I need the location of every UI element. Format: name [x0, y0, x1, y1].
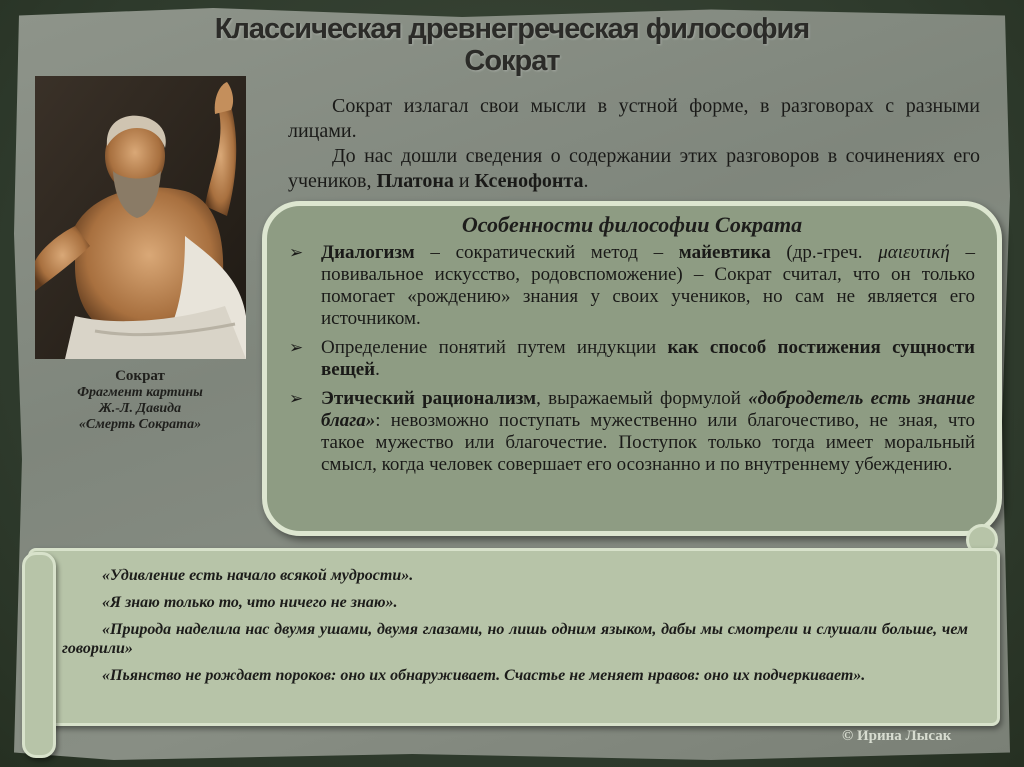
feature-ethical-rationalism [289, 388, 975, 476]
dialogism-text-c: – повивальное искусство, родовспоможение) – Сократ считал, что он только помогает «рождению» знания у своих учеников, но сам не является его источником. [321, 242, 975, 329]
rationalism-text-a: , выражаемый формулой [536, 388, 749, 409]
intro-paragraph-2 [288, 144, 980, 194]
features-heading: Особенности философии Сократа [461, 212, 803, 237]
caption-line-3: «Смерть Сократа» [78, 417, 202, 432]
socrates-portrait-image [35, 76, 246, 359]
induction-text: Определение понятий путем индукции [321, 337, 668, 358]
features-box [262, 201, 1002, 536]
intro-p2-end: . [583, 170, 589, 192]
quotes-list [62, 566, 968, 693]
scroll-roll-decoration [22, 552, 56, 758]
quote-3: «Природа наделила нас двумя ушами, двумя глазами, но лишь одним языком, дабы мы смотрели и слушали больше, чем говорили» [62, 621, 968, 657]
greek-term: μαιευτική [878, 242, 950, 263]
intro-p2-conj: и [453, 170, 475, 192]
virtue-formula: «добродетель есть знание блага» [321, 388, 976, 431]
features-list [289, 242, 975, 483]
intro-p2-text: До нас дошли сведения о содержании этих разговоров в сочинениях его учеников, [288, 145, 980, 192]
plato-name: Платона [376, 170, 454, 192]
feature-dialogism [289, 242, 975, 330]
bullet-arrow-icon: ➢ [289, 243, 304, 263]
slide-title: Классическая древнегреческая философия [214, 13, 810, 45]
portrait-caption [30, 368, 250, 433]
feature-induction [289, 337, 975, 381]
caption-line-2: Ж.-Л. Давида [98, 401, 182, 416]
quote-4: «Пьянство не рождает пороков: оно их обнаруживает. Счастье не меняет нравов: оно их подчеркивает». [102, 667, 866, 684]
caption-name: Сократ [115, 368, 165, 384]
maieutics-term: майевтика [678, 242, 771, 263]
dialogism-text-b: (др.-греч. [770, 242, 879, 263]
slide-subtitle: Сократ [464, 45, 560, 77]
induction-bold: как способ постижения сущности вещей [321, 337, 975, 380]
caption-line-1: Фрагмент картины [77, 385, 203, 400]
intro-text [288, 94, 980, 194]
induction-end: . [375, 359, 380, 380]
dialogism-text-a: – сократический метод – [414, 242, 679, 263]
quote-1: «Удивление есть начало всякой мудрости». [102, 567, 414, 584]
bullet-arrow-icon: ➢ [289, 389, 304, 409]
intro-paragraph-1: Сократ излагал свои мысли в устной форме, в разговорах с разными лицами. [288, 95, 980, 142]
bullet-arrow-icon: ➢ [289, 338, 304, 358]
rationalism-term: Этический рационализм [321, 388, 537, 409]
xenophon-name: Ксенофонта [474, 170, 584, 192]
dialogism-term: Диалогизм [321, 242, 415, 263]
quote-2: «Я знаю только то, что ничего не знаю». [102, 594, 398, 611]
rationalism-text-b: : невозможно поступать мужественно или благочестиво, не зная, что такое мужество или благочестие. Поступок только тогда имеет моральный смысл, когда человек совершает его осознанно и по внутреннему убеждению. [321, 410, 975, 475]
copyright-text: © Ирина Лысак [842, 728, 952, 744]
